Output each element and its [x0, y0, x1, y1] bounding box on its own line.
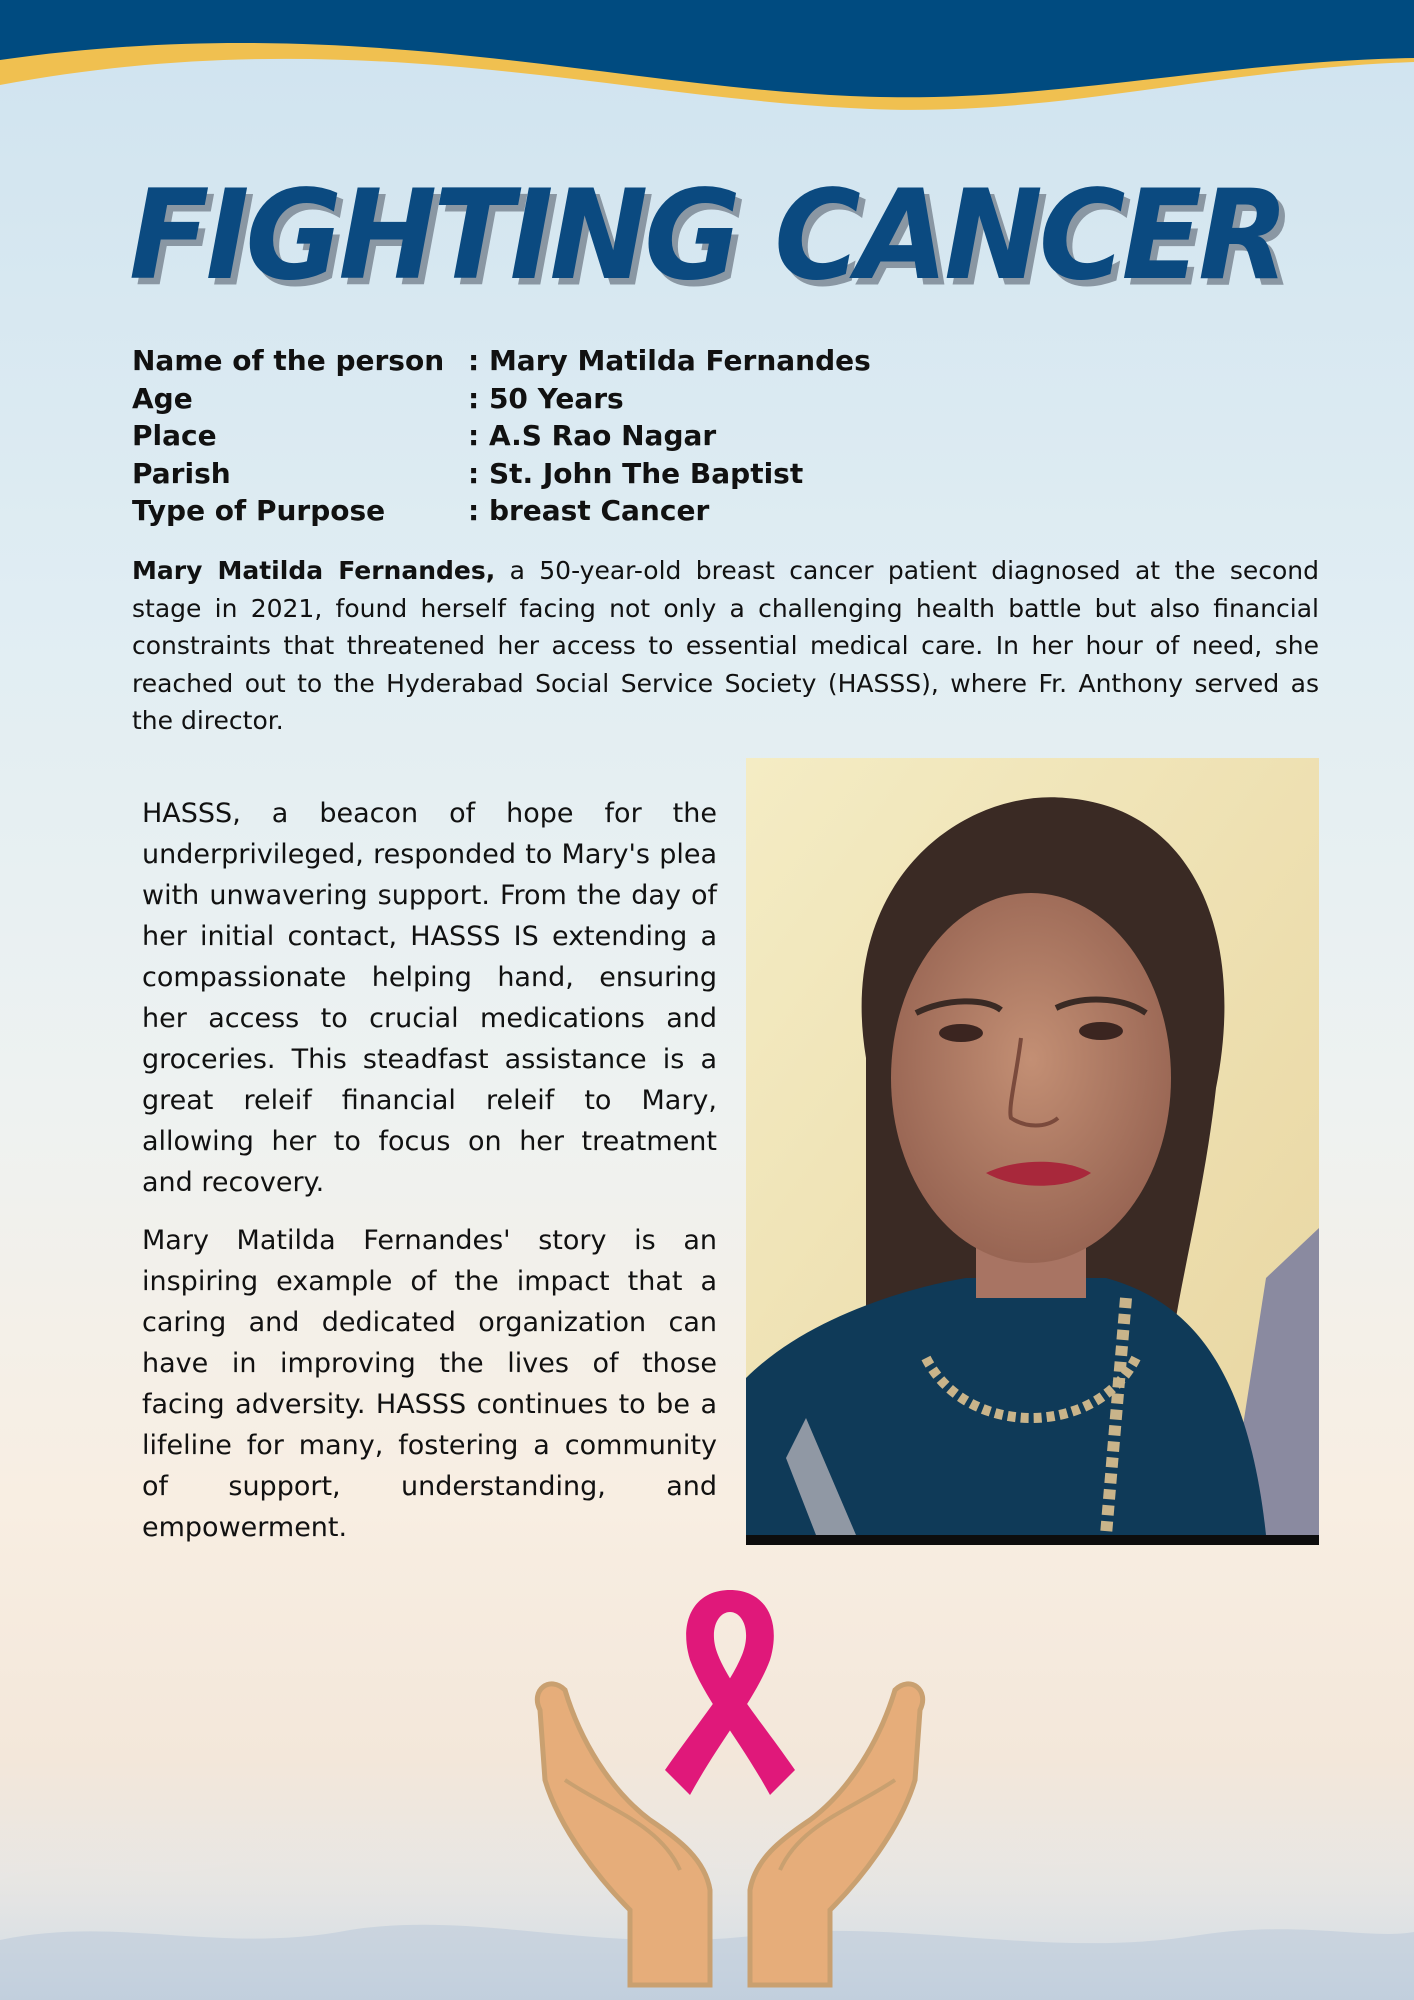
portrait-image: [746, 758, 1319, 1545]
info-label: Name of the person: [132, 344, 445, 377]
pink-ribbon-icon: [665, 1590, 795, 1795]
portrait-photo: [746, 758, 1319, 1545]
info-value: : St. John The Baptist: [468, 456, 804, 490]
info-row-name: [132, 342, 871, 380]
info-value: : 50 Years: [468, 381, 624, 415]
info-row-purpose: [132, 492, 871, 530]
info-value: : A.S Rao Nagar: [468, 419, 717, 452]
info-label: Type of Purpose: [132, 494, 386, 527]
info-row-place: [132, 417, 871, 455]
info-value: : breast Cancer: [468, 494, 710, 527]
info-label: Age: [132, 381, 193, 415]
top-wave-banner: [0, 0, 1414, 120]
info-row-parish: [132, 455, 871, 493]
info-row-age: [132, 380, 871, 418]
info-value: : Mary Matilda Fernandes: [468, 344, 871, 377]
intro-paragraph: [132, 552, 1319, 740]
person-info: [132, 342, 871, 530]
page-title: FIGHTING CANCER: [129, 162, 1285, 308]
ribbon-hands-graphic: [530, 1580, 930, 2000]
story-paragraph: Mary Matilda Fernandes' story is an inspiring example of the impact that a caring and dedicated organization can have in improving the lives of those facing adversity. HASSS continues to be a lifeline for many, fostering a community of support, understanding, and empowerment.: [142, 1225, 717, 1543]
story-column: [142, 793, 717, 1565]
story-paragraph: HASSS, a beacon of hope for the underprivileged, responded to Mary's plea with unwavering support. From the day of her initial contact, HASSS IS extending a compassionate helping hand, ensuring her access to crucial medications and groceries. This steadfast assistance is a great releif financial releif to Mary, allowing her to focus on her treatment and recovery.: [142, 798, 717, 1198]
info-label: Parish: [132, 456, 231, 490]
intro-text: a 50-year-old breast cancer patient diagnosed at the second stage in 2021, found herself facing not only a challenging health battle but also financial constraints that threatened her access to essential medical care. In her hour of need, she reached out to the Hyderabad Social Service Society (HASSS), where Fr. Anthony served as the director.: [132, 556, 1319, 735]
intro-lead: Mary Matilda Fernandes,: [132, 556, 496, 585]
info-label: Place: [132, 419, 217, 452]
